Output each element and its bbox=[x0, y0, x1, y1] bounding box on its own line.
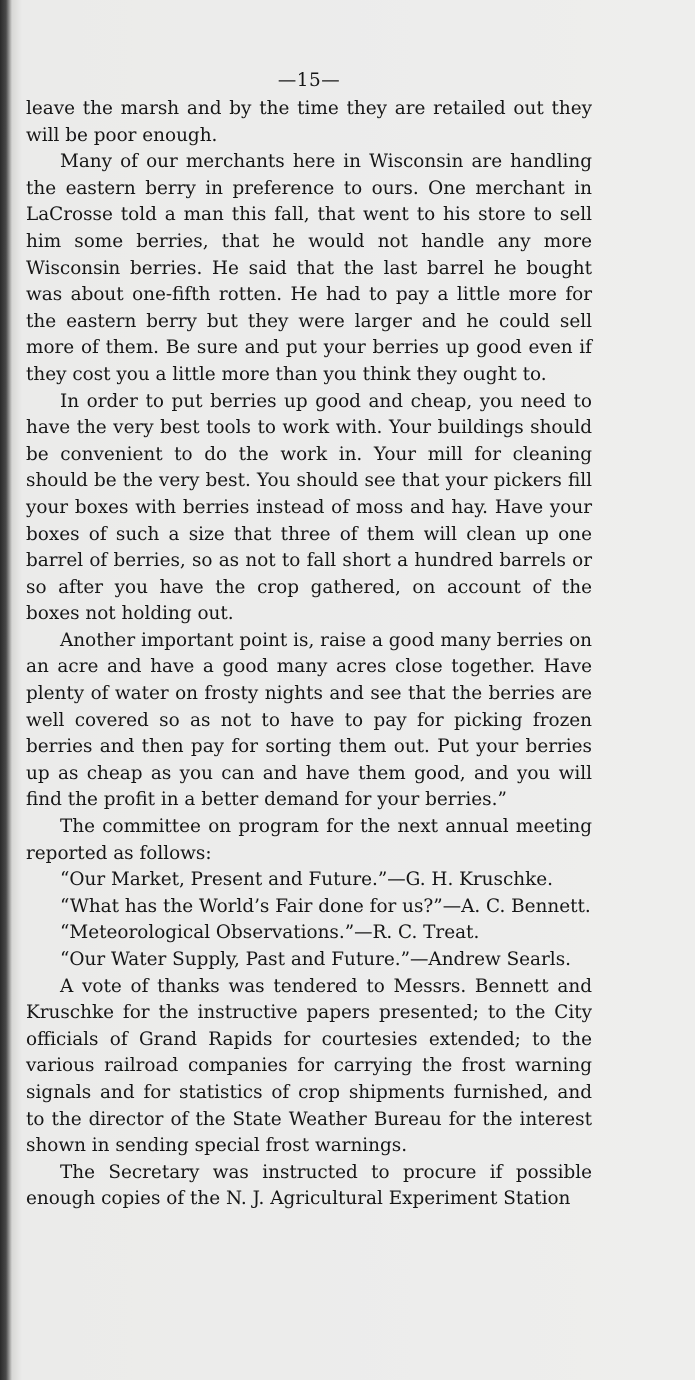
page-body bbox=[26, 66, 592, 1213]
program-item-water-supply: “Our Water Supply, Past and Future.”—Andrew Searls. bbox=[60, 949, 571, 970]
program-item-market: “Our Market, Present and Future.”—G. H. Kruschke. bbox=[60, 869, 553, 891]
paragraph-merchants: Many of our merchants here in Wisconsin are handling the eastern berry in preference to ours. One merchant in LaCrosse told a man this fall, that went to his store to sell him some berries, that he would not handle any more Wisconsin berries. He said that the last barrel he bought was about one-fifth rotten. He had to pay a little more for the eastern berry but they were larger and he could sell more of them. Be sure and put your berries up good even if they cost you a little more than you think they ought to. bbox=[26, 151, 592, 385]
paragraph-committee-program: The committee on program for the next annual meeting reported as follows: bbox=[26, 816, 592, 864]
paragraph-continuation: leave the marsh and by the time they are retailed out they will be poor enough. bbox=[26, 98, 592, 146]
program-item-meteorological: “Meteorological Observations.”—R. C. Treat. bbox=[60, 922, 480, 944]
paragraph-tools: In order to put berries up good and cheap, you need to have the very best tools to work with. Your buildings should be convenient to do the work in. Your mill for cleaning should be the very best. You should see that your pickers fill your boxes with berries instead of moss and hay. Have your boxes of such a size that three of them will clean up one barrel of berries, so as not to fall short a hundred barrels or so after you have the crop gathered, on account of the boxes not holding out. bbox=[26, 390, 592, 625]
program-item-worlds-fair: “What has the World’s Fair done for us?”—A. C. Bennett. bbox=[60, 895, 591, 917]
paragraph-vote-of-thanks: A vote of thanks was tendered to Messrs. Bennett and Kruschke for the instructive papers presented; to the City officials of Grand Rapids for courtesies extended; to the various railroad companies for carrying the frost warning signals and for statistics of crop shipments furnished, and to the director of the State Weather Bureau for the interest shown in sending special frost warnings. bbox=[26, 975, 592, 1157]
page-number: —15— bbox=[277, 70, 341, 91]
paragraph-secretary: The Secretary was instructed to procure if possible enough copies of the N. J. Agricultural Experiment Station bbox=[26, 1161, 592, 1210]
paragraph-important-point: Another important point is, raise a good many berries on an acre and have a good many acres close together. Have plenty of water on frosty nights and see that the berries are well covered so as not to have to pay for picking frozen berries and then pay for sorting them out. Put your berries up as cheap as you can and have them good, and you will find the profit in a better demand for your berries.” bbox=[26, 629, 592, 811]
